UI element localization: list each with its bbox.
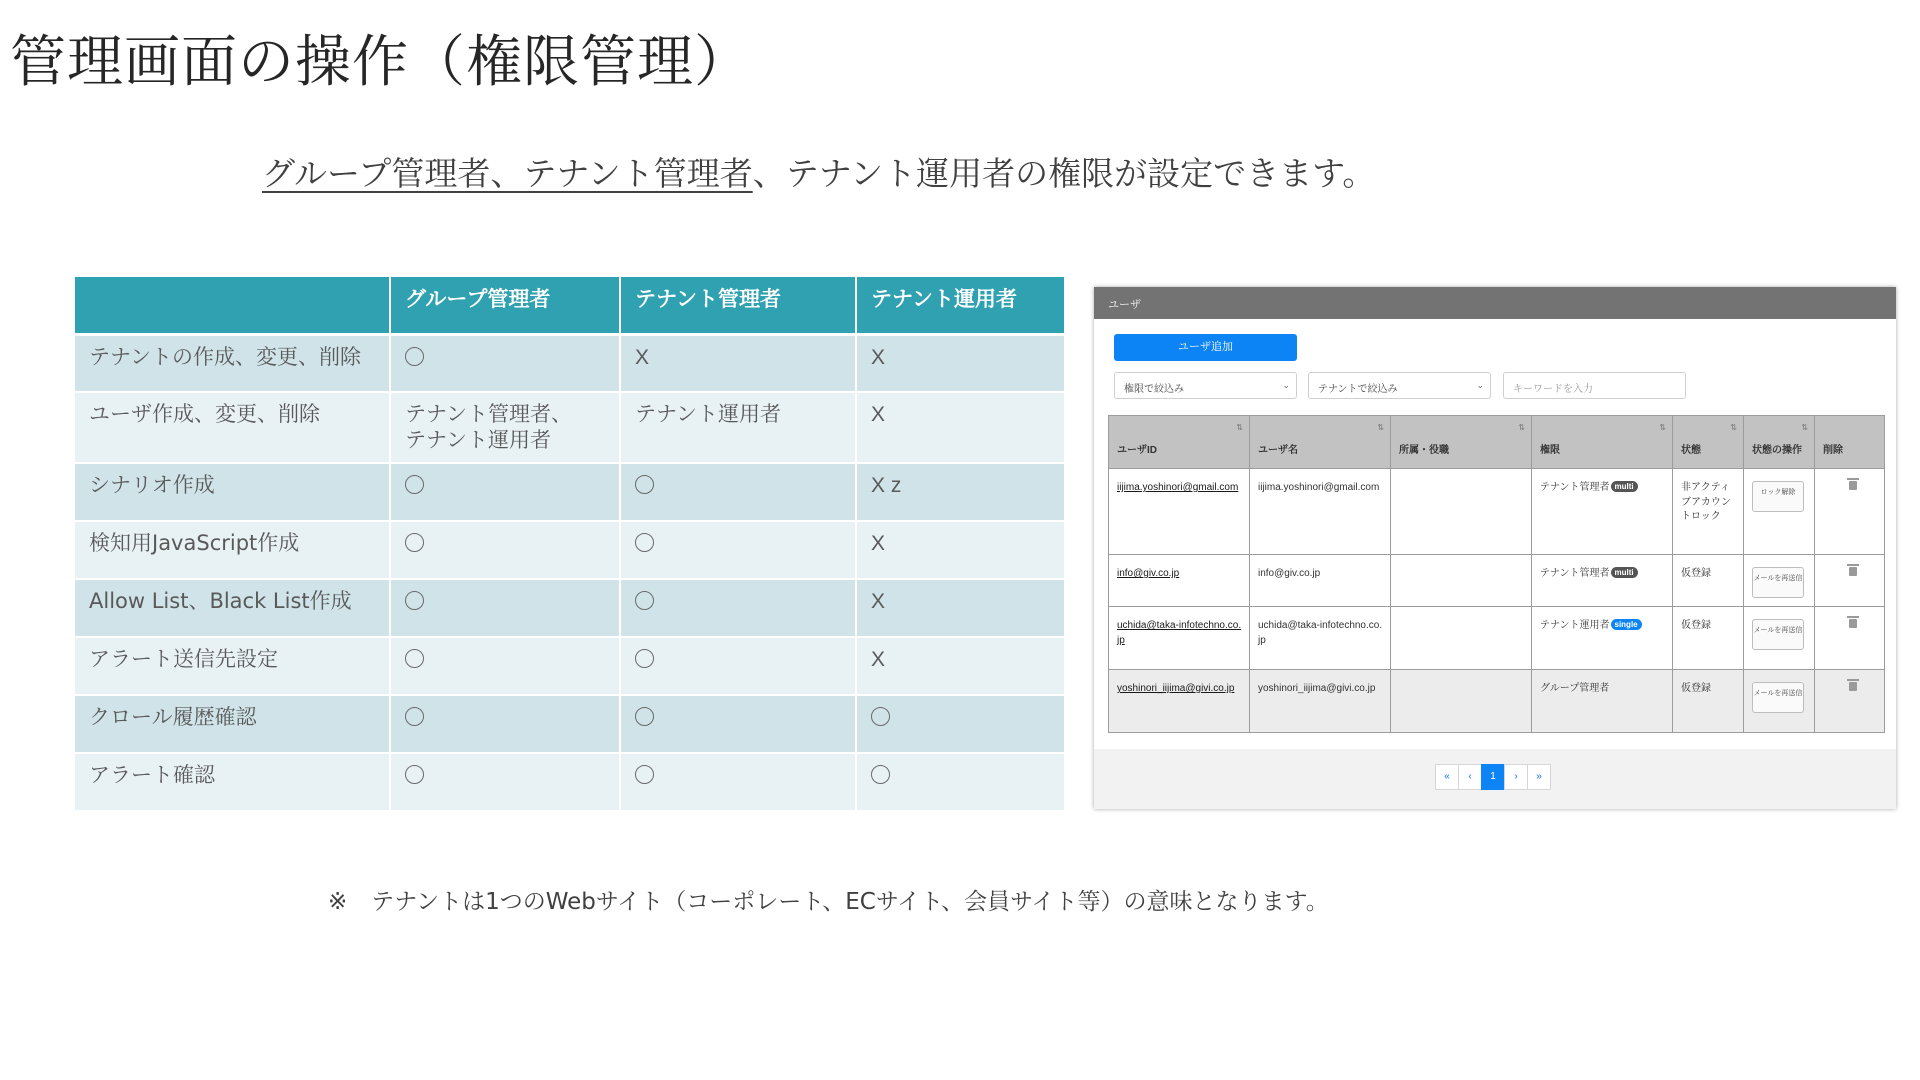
- allowed-circle-icon: [405, 765, 424, 784]
- permission-header-row: [75, 277, 1065, 334]
- permission-cell: [620, 637, 856, 695]
- allowed-circle-icon: [635, 707, 654, 726]
- tenant-filter-label: テナントで絞込み: [1318, 384, 1398, 395]
- permission-cell: [390, 521, 620, 579]
- permission-row: [75, 753, 1065, 811]
- permission-cell: [856, 753, 1065, 811]
- allowed-circle-icon: [405, 591, 424, 610]
- sort-icon[interactable]: ⇅: [1377, 423, 1384, 432]
- permission-header-tenant-admin: テナント管理者: [620, 277, 856, 334]
- trash-icon[interactable]: [1849, 682, 1857, 691]
- permission-row: [75, 637, 1065, 695]
- footnote-mark: ※: [328, 889, 348, 915]
- user-table-body: [1109, 469, 1885, 733]
- allowed-circle-icon: [405, 533, 424, 552]
- chevron-down-icon: ⌄: [1282, 380, 1290, 390]
- permission-cell: [856, 334, 1065, 392]
- permission-value: X: [635, 345, 650, 369]
- permission-cell: [390, 463, 620, 521]
- allowed-circle-icon: [405, 649, 424, 668]
- user-role: [1532, 607, 1673, 670]
- permission-cell: [856, 637, 1065, 695]
- role-badge: multi: [1611, 481, 1638, 492]
- permission-label: ユーザ作成、変更、削除: [75, 392, 390, 463]
- user-status: 仮登録: [1673, 555, 1744, 607]
- user-dept: [1391, 555, 1532, 607]
- user-dept: [1391, 607, 1532, 670]
- sort-icon[interactable]: ⇅: [1730, 423, 1737, 432]
- sort-icon[interactable]: ⇅: [1801, 423, 1808, 432]
- user-name: uchida@taka-infotechno.co.jp: [1250, 607, 1391, 670]
- permission-label: クロール履歴確認: [75, 695, 390, 753]
- permission-header-blank: [75, 277, 390, 334]
- user-status: 仮登録: [1673, 607, 1744, 670]
- allowed-circle-icon: [635, 533, 654, 552]
- column-header: [1109, 416, 1250, 469]
- user-name: iijima.yoshinori@gmail.com: [1250, 469, 1391, 555]
- allowed-circle-icon: [871, 707, 890, 726]
- permission-row: [75, 695, 1065, 753]
- allowed-circle-icon: [405, 475, 424, 494]
- user-name: info@giv.co.jp: [1250, 555, 1391, 607]
- permission-cell: [856, 579, 1065, 637]
- column-label: 削除: [1823, 445, 1843, 456]
- permission-cell: [390, 334, 620, 392]
- column-label: 状態の操作: [1752, 445, 1802, 456]
- allowed-circle-icon: [635, 765, 654, 784]
- status-action-cell: [1744, 469, 1815, 555]
- role-filter-label: 権限で絞込み: [1124, 384, 1184, 395]
- permission-cell: [620, 695, 856, 753]
- user-role: [1532, 469, 1673, 555]
- role-label: テナント運用者: [1540, 620, 1610, 631]
- user-dept: [1391, 670, 1532, 733]
- permission-label: アラート確認: [75, 753, 390, 811]
- delete-cell: [1815, 555, 1885, 607]
- user-row: [1109, 555, 1885, 607]
- permission-cell: [390, 579, 620, 637]
- role-label: テナント管理者: [1540, 568, 1610, 579]
- allowed-circle-icon: [635, 649, 654, 668]
- status-action-button[interactable]: メールを再送信: [1752, 682, 1804, 713]
- user-management-screenshot: [1094, 287, 1896, 809]
- permission-label: テナントの作成、変更、削除: [75, 334, 390, 392]
- role-badge: multi: [1611, 567, 1638, 578]
- trash-icon[interactable]: [1849, 619, 1857, 628]
- permission-cell: [390, 695, 620, 753]
- permission-label: 検知用JavaScript作成: [75, 521, 390, 579]
- chevron-down-icon: ⌄: [1476, 380, 1484, 390]
- allowed-circle-icon: [871, 765, 890, 784]
- column-label: ユーザID: [1117, 445, 1157, 456]
- allowed-circle-icon: [405, 347, 424, 366]
- permission-header-tenant-operator: テナント運用者: [856, 277, 1065, 334]
- column-header: [1250, 416, 1391, 469]
- permission-cell: [856, 695, 1065, 753]
- permission-label: Allow List、Black List作成: [75, 579, 390, 637]
- page-link[interactable]: ‹: [1458, 764, 1482, 790]
- user-id-link[interactable]: iijima.yoshinori@gmail.com: [1109, 469, 1250, 555]
- role-filter-select[interactable]: [1114, 372, 1297, 399]
- page-link[interactable]: ›: [1504, 764, 1528, 790]
- permission-value: X z: [871, 474, 902, 498]
- permission-table: [75, 277, 1066, 812]
- page-link[interactable]: »: [1527, 764, 1551, 790]
- trash-icon[interactable]: [1849, 567, 1857, 576]
- permission-cell: [620, 579, 856, 637]
- column-label: 所属・役職: [1399, 445, 1449, 456]
- column-header: [1532, 416, 1673, 469]
- status-action-button[interactable]: メールを再送信: [1752, 567, 1804, 598]
- user-role: [1532, 555, 1673, 607]
- allowed-circle-icon: [635, 475, 654, 494]
- subtitle: [262, 148, 1375, 195]
- panel-header: ユーザ: [1094, 287, 1896, 319]
- user-table-header: [1109, 416, 1885, 469]
- permission-table-body: [75, 334, 1065, 811]
- page-link[interactable]: «: [1435, 764, 1459, 790]
- user-row: [1109, 607, 1885, 670]
- subtitle-underlined: グループ管理者、テナント管理者: [262, 154, 753, 193]
- permission-value: テナント管理者、 テナント運用者: [405, 402, 572, 452]
- permission-cell: [856, 392, 1065, 463]
- permission-cell: [856, 521, 1065, 579]
- permission-cell: [620, 521, 856, 579]
- permission-cell: [856, 463, 1065, 521]
- user-status: 仮登録: [1673, 670, 1744, 733]
- column-header: [1391, 416, 1532, 469]
- user-id-link[interactable]: uchida@taka-infotechno.co.jp: [1109, 607, 1250, 670]
- add-user-button[interactable]: ユーザ追加: [1114, 334, 1297, 361]
- delete-cell: [1815, 670, 1885, 733]
- permission-cell: [390, 753, 620, 811]
- column-label: ユーザ名: [1258, 445, 1298, 456]
- footnote-text: テナントは1つのWebサイト（コーポレート、ECサイト、会員サイト等）の意味となります。: [371, 889, 1329, 915]
- allowed-circle-icon: [635, 591, 654, 610]
- delete-cell: [1815, 607, 1885, 670]
- permission-label: アラート送信先設定: [75, 637, 390, 695]
- column-header: [1673, 416, 1744, 469]
- permission-row: [75, 579, 1065, 637]
- status-action-cell: [1744, 555, 1815, 607]
- permission-cell: [390, 392, 620, 463]
- permission-row: [75, 334, 1065, 392]
- delete-cell: [1815, 469, 1885, 555]
- keyword-search-input[interactable]: キーワードを入力: [1503, 372, 1686, 399]
- sort-icon[interactable]: ⇅: [1236, 423, 1243, 432]
- page-link[interactable]: 1: [1481, 764, 1505, 790]
- role-badge: single: [1611, 619, 1642, 630]
- user-role: [1532, 670, 1673, 733]
- permission-row: [75, 392, 1065, 463]
- role-label: グループ管理者: [1540, 683, 1610, 694]
- permission-value: X: [871, 648, 886, 672]
- sort-icon[interactable]: ⇅: [1659, 423, 1666, 432]
- tenant-filter-select[interactable]: [1308, 372, 1491, 399]
- status-action-button[interactable]: メールを再送信: [1752, 619, 1804, 650]
- permission-cell: [390, 637, 620, 695]
- subtitle-rest: 、テナント運用者の権限が設定できます。: [752, 154, 1376, 193]
- column-label: 権限: [1540, 445, 1560, 456]
- permission-value: X: [871, 590, 886, 614]
- user-dept: [1391, 469, 1532, 555]
- role-label: テナント管理者: [1540, 482, 1610, 493]
- user-table: [1108, 415, 1885, 733]
- trash-icon[interactable]: [1849, 481, 1857, 490]
- permission-cell: [620, 463, 856, 521]
- user-id-link[interactable]: info@giv.co.jp: [1109, 555, 1250, 607]
- permission-row: [75, 521, 1065, 579]
- permission-cell: [620, 334, 856, 392]
- status-action-cell: [1744, 607, 1815, 670]
- permission-row: [75, 463, 1065, 521]
- permission-cell: [620, 753, 856, 811]
- slide-title: 管理画面の操作（権限管理）: [10, 30, 751, 95]
- permission-header-group-admin: グループ管理者: [390, 277, 620, 334]
- permission-value: X: [871, 532, 886, 556]
- column-header: [1744, 416, 1815, 469]
- permission-value: X: [871, 403, 886, 426]
- user-row: [1109, 670, 1885, 733]
- column-label: 状態: [1681, 445, 1701, 456]
- user-row: [1109, 469, 1885, 555]
- column-header: [1815, 416, 1885, 469]
- sort-icon[interactable]: ⇅: [1518, 423, 1525, 432]
- status-action-button[interactable]: ロック解除: [1752, 481, 1804, 512]
- user-id-link[interactable]: yoshinori_iijima@givi.co.jp: [1109, 670, 1250, 733]
- allowed-circle-icon: [405, 707, 424, 726]
- footnote: [328, 883, 1329, 916]
- permission-value: テナント運用者: [635, 402, 781, 426]
- permission-label: シナリオ作成: [75, 463, 390, 521]
- permission-value: X: [871, 345, 886, 369]
- permission-cell: [620, 392, 856, 463]
- user-name: yoshinori_iijima@givi.co.jp: [1250, 670, 1391, 733]
- status-action-cell: [1744, 670, 1815, 733]
- pagination: [1436, 764, 1551, 790]
- user-status: 非アクティブアカウントロック: [1673, 469, 1744, 555]
